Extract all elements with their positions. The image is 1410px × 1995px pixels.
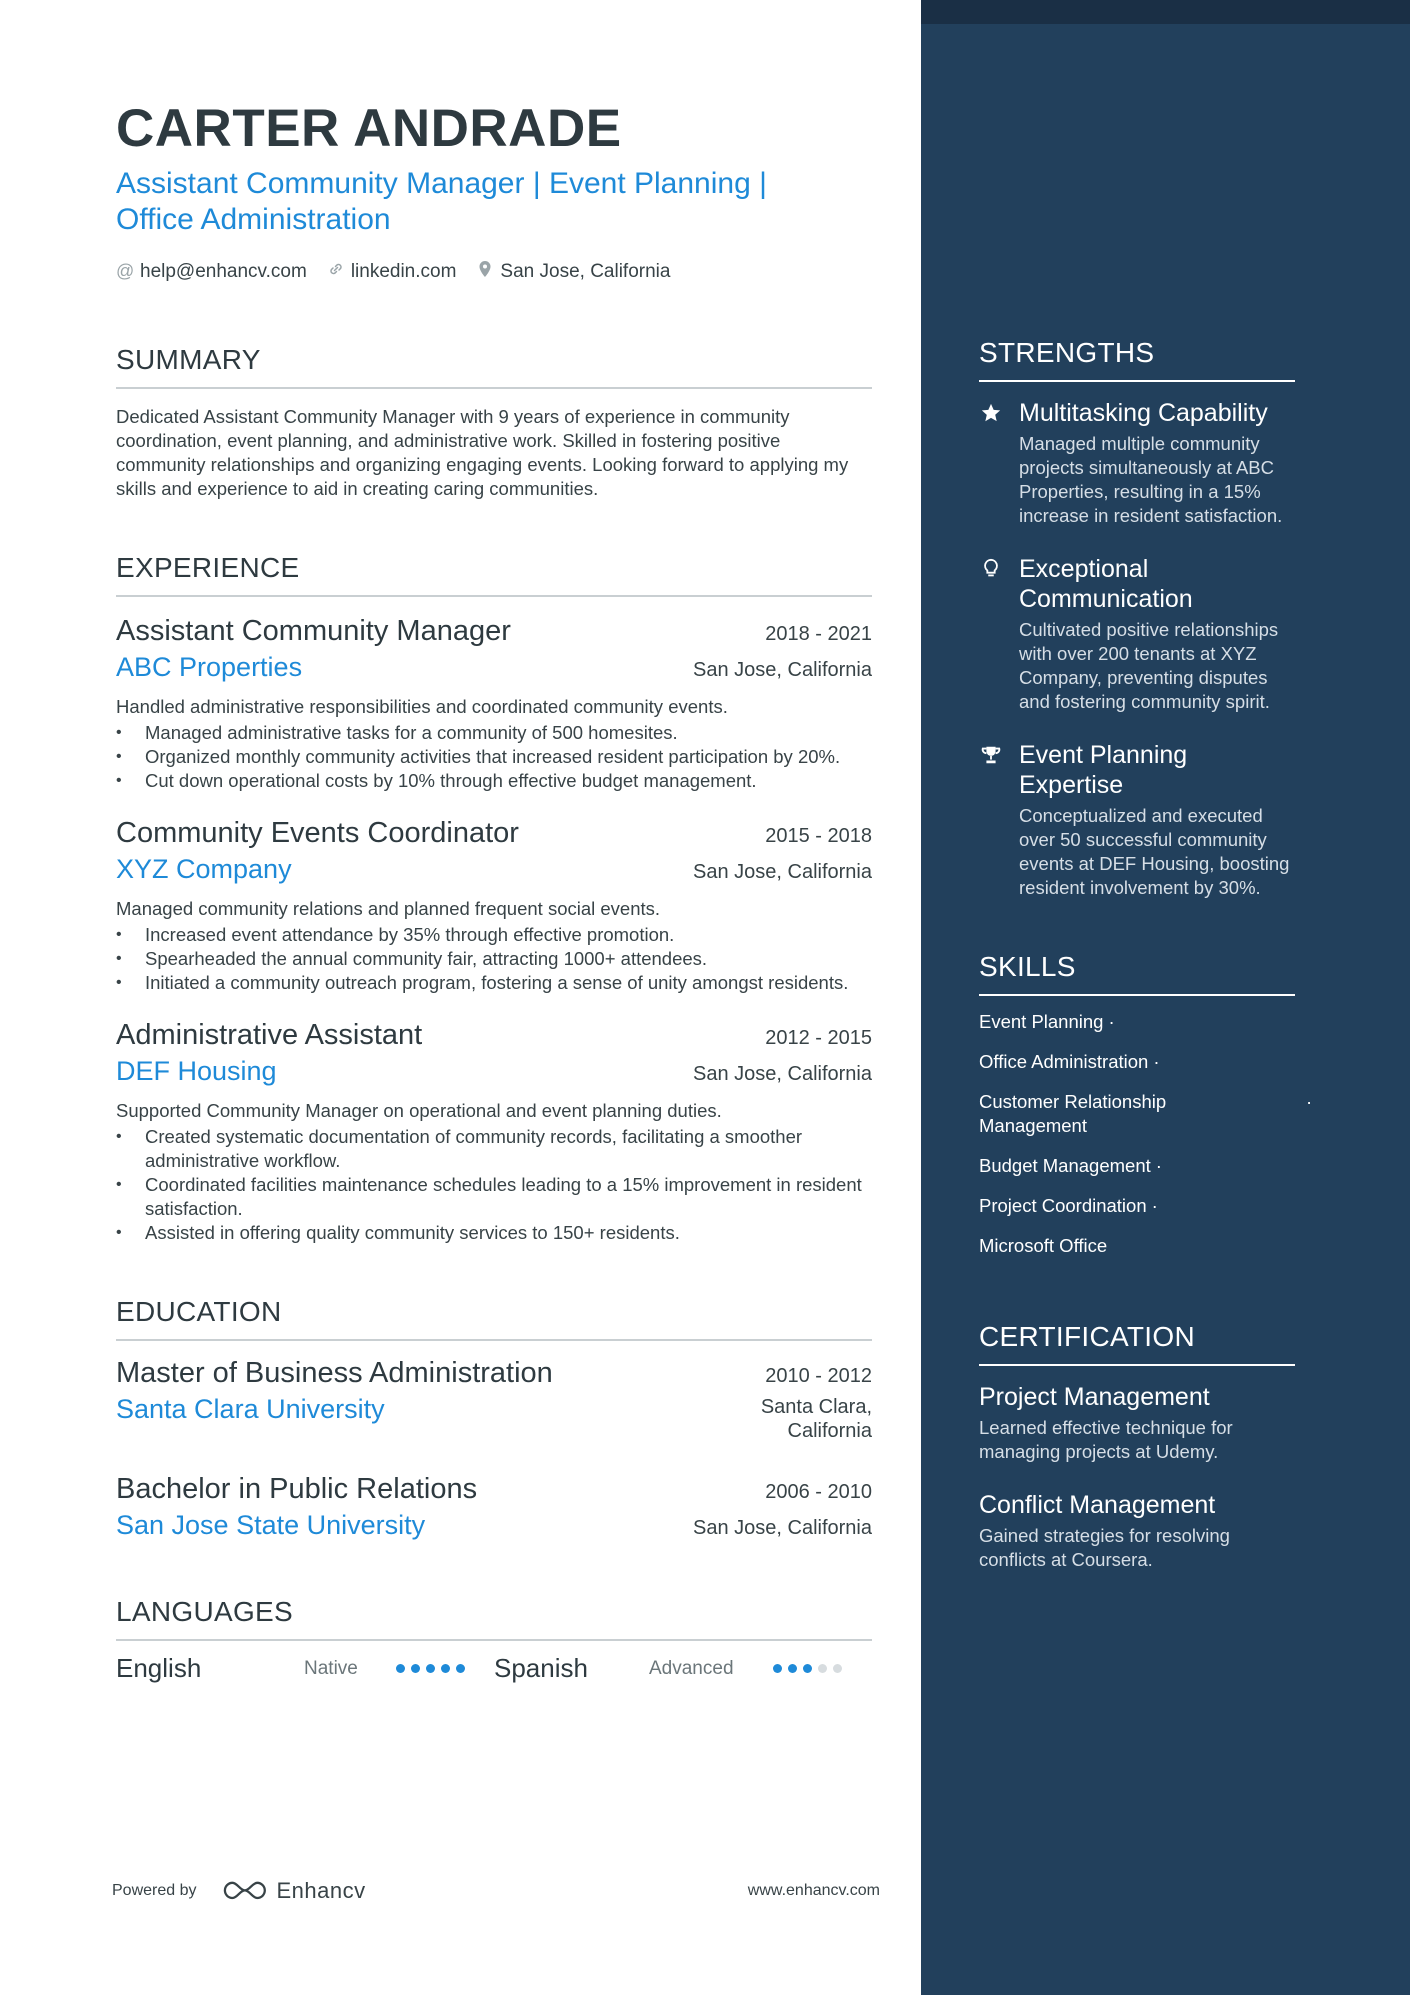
skill-separator: · xyxy=(1306,1091,1313,1112)
language-level: Native xyxy=(304,1657,358,1679)
job-bullet: • Spearheaded the annual community fair, attracting 1000+ attendees. xyxy=(116,947,872,971)
job-bullet: • Increased event attendance by 35% through effective promotion. xyxy=(116,923,872,947)
rating-dot-filled xyxy=(396,1664,405,1673)
rating-dot-empty xyxy=(818,1664,827,1673)
candidate-name: CARTER ANDRADE xyxy=(116,99,622,158)
summary-text: Dedicated Assistant Community Manager with 9 years of experience in community coordination, event planning, and administrative work. Skilled in fostering positive community relationships and organizing engaging events. Looking forward to applying my skills and experience to aid in creating caring communities. xyxy=(116,406,849,499)
strength-title: Exceptional Communication xyxy=(1019,555,1193,613)
contact-email[interactable] xyxy=(116,261,307,283)
job-entry xyxy=(116,815,872,995)
contact-location-text: San Jose, California xyxy=(500,260,671,282)
rating-dot-filled xyxy=(411,1664,420,1673)
language-item xyxy=(116,1653,494,1684)
skill-separator: · xyxy=(1151,1195,1158,1216)
job-title: Administrative Assistant xyxy=(116,1019,423,1051)
rating-dot-filled xyxy=(456,1664,465,1673)
footer xyxy=(112,1878,880,1904)
job-title: Assistant Community Manager xyxy=(116,615,511,647)
job-description: Handled administrative responsibilities and coordinated community events. xyxy=(116,696,728,717)
skill-name: Budget Management xyxy=(979,1155,1151,1176)
job-company: DEF Housing xyxy=(116,1056,277,1086)
strengths-title: STRENGTHS xyxy=(979,336,1295,382)
rating-dot-filled xyxy=(773,1664,782,1673)
degree-title: Bachelor in Public Relations xyxy=(116,1473,478,1505)
website-link[interactable]: www.enhancv.com xyxy=(747,1882,880,1899)
job-dates: 2015 - 2018 xyxy=(765,825,872,847)
job-bullet: • Coordinated facilities maintenance schedules leading to a 15% improvement in resident satisfaction. xyxy=(116,1173,872,1221)
summary-title: SUMMARY xyxy=(116,343,872,389)
contact-email-text: help@enhancv.com xyxy=(140,260,307,282)
contact-linkedin-text: linkedin.com xyxy=(350,260,457,282)
education-section xyxy=(116,1295,872,1543)
strength-title: Multitasking Capability xyxy=(1019,399,1268,427)
headline: Assistant Community Manager | Event Planning | Office Administration xyxy=(116,167,767,236)
location-pin-icon xyxy=(476,260,494,283)
skill-item xyxy=(979,1194,1179,1218)
strength-item xyxy=(979,554,1295,714)
job-title: Community Events Coordinator xyxy=(116,817,519,849)
skill-item xyxy=(979,1154,1179,1178)
enhancv-logo-icon xyxy=(223,1879,269,1903)
skills-section xyxy=(979,950,1313,1258)
job-bullets xyxy=(116,721,872,793)
skills-title: SKILLS xyxy=(979,950,1295,996)
job-location: San Jose, California xyxy=(693,861,872,883)
skill-name: Event Planning xyxy=(979,1011,1104,1032)
certification-title: CERTIFICATION xyxy=(979,1320,1295,1366)
education-dates: 2010 - 2012 xyxy=(765,1365,872,1387)
certification-name: Conflict Management xyxy=(979,1491,1216,1519)
job-bullet: • Assisted in offering quality community services to 150+ residents. xyxy=(116,1221,872,1245)
job-description: Supported Community Manager on operational and event planning duties. xyxy=(116,1100,722,1121)
job-company: XYZ Company xyxy=(116,854,292,884)
skill-item xyxy=(979,1050,1179,1074)
sidebar-top-bar xyxy=(921,0,1410,24)
lightbulb-icon xyxy=(979,554,1003,714)
languages-row xyxy=(116,1653,872,1684)
language-name: English xyxy=(116,1653,202,1683)
skill-name: Microsoft Office xyxy=(979,1235,1108,1256)
resume-header xyxy=(116,96,872,283)
certification-name: Project Management xyxy=(979,1383,1210,1411)
languages-section xyxy=(116,1595,872,1684)
contact-row xyxy=(116,260,872,283)
certification-item xyxy=(979,1490,1295,1572)
skill-separator: · xyxy=(1155,1155,1162,1176)
education-entry xyxy=(116,1471,872,1543)
strength-description: Managed multiple community projects simultaneously at ABC Properties, resulting in a 15% increase in resident satisfaction. xyxy=(1019,433,1283,526)
job-bullet: • Initiated a community outreach program, fostering a sense of unity amongst residents. xyxy=(116,971,872,995)
rating-dot-filled xyxy=(426,1664,435,1673)
languages-title: LANGUAGES xyxy=(116,1595,872,1641)
certification-description: Gained strategies for resolving conflicts at Coursera. xyxy=(979,1525,1230,1570)
certification-item xyxy=(979,1382,1295,1464)
experience-section xyxy=(116,551,872,1245)
education-title: EDUCATION xyxy=(116,1295,872,1341)
brand-logo[interactable] xyxy=(223,1878,366,1904)
language-name: Spanish xyxy=(494,1653,588,1683)
summary-section xyxy=(116,343,872,501)
job-dates: 2018 - 2021 xyxy=(765,623,872,645)
skill-name: Project Coordination xyxy=(979,1195,1147,1216)
skill-item xyxy=(979,1090,1313,1138)
school-location: San Jose, California xyxy=(693,1517,872,1539)
skill-separator: · xyxy=(1108,1011,1115,1032)
language-rating xyxy=(773,1664,848,1673)
job-bullet: • Cut down operational costs by 10% through effective budget management. xyxy=(116,769,872,793)
school-name: San Jose State University xyxy=(116,1510,426,1540)
job-entry xyxy=(116,1017,872,1245)
main-content xyxy=(116,96,872,1684)
trophy-icon xyxy=(979,740,1003,900)
strength-item xyxy=(979,398,1295,528)
experience-title: EXPERIENCE xyxy=(116,551,872,597)
job-entry xyxy=(116,613,872,793)
job-bullets xyxy=(116,923,872,995)
school-name: Santa Clara University xyxy=(116,1394,385,1424)
skill-name: Customer Relationship Management xyxy=(979,1091,1167,1136)
education-entry xyxy=(116,1355,872,1443)
contact-linkedin[interactable] xyxy=(327,261,457,283)
strength-item xyxy=(979,740,1295,900)
job-company: ABC Properties xyxy=(116,652,303,682)
job-dates: 2012 - 2015 xyxy=(765,1027,872,1049)
job-location: San Jose, California xyxy=(693,1063,872,1085)
job-location: San Jose, California xyxy=(693,659,872,681)
job-bullet: • Managed administrative tasks for a community of 500 homesites. xyxy=(116,721,872,745)
job-bullet: • Organized monthly community activities that increased resident participation by 20%. xyxy=(116,745,872,769)
rating-dot-filled xyxy=(441,1664,450,1673)
language-level: Advanced xyxy=(649,1657,734,1679)
job-bullets xyxy=(116,1125,872,1245)
job-description: Managed community relations and planned frequent social events. xyxy=(116,898,661,919)
skill-name: Office Administration xyxy=(979,1051,1149,1072)
certification-description: Learned effective technique for managing projects at Udemy. xyxy=(979,1417,1233,1462)
powered-by xyxy=(112,1878,366,1904)
job-bullet: • Created systematic documentation of community records, facilitating a smoother administrative workflow. xyxy=(116,1125,872,1173)
rating-dot-filled xyxy=(803,1664,812,1673)
skill-separator: · xyxy=(1153,1051,1160,1072)
sidebar xyxy=(921,0,1410,1995)
contact-location xyxy=(476,260,670,283)
strength-description: Cultivated positive relationships with over 200 tenants at XYZ Company, preventing disputes and fostering community spirit. xyxy=(1019,619,1279,712)
rating-dot-filled xyxy=(788,1664,797,1673)
strengths-section xyxy=(979,336,1295,900)
link-icon xyxy=(327,261,345,282)
sidebar-content xyxy=(979,336,1313,1572)
skill-item xyxy=(979,1010,1179,1034)
skill-item xyxy=(979,1234,1179,1258)
language-rating xyxy=(396,1664,471,1673)
brand-name: Enhancv xyxy=(276,1878,366,1903)
strength-title: Event Planning Expertise xyxy=(1019,741,1188,799)
degree-title: Master of Business Administration xyxy=(116,1357,553,1389)
strength-description: Conceptualized and executed over 50 successful community events at DEF Housing, boosting resident involvement by 30%. xyxy=(1019,805,1290,898)
education-dates: 2006 - 2010 xyxy=(765,1481,872,1503)
certification-section xyxy=(979,1320,1295,1572)
star-icon xyxy=(979,398,1003,528)
rating-dot-empty xyxy=(833,1664,842,1673)
school-location: Santa Clara, California xyxy=(760,1396,872,1442)
powered-by-label: Powered by xyxy=(112,1882,197,1899)
at-icon: @ xyxy=(116,261,135,281)
language-item xyxy=(494,1653,872,1684)
skills-list xyxy=(979,1010,1313,1258)
